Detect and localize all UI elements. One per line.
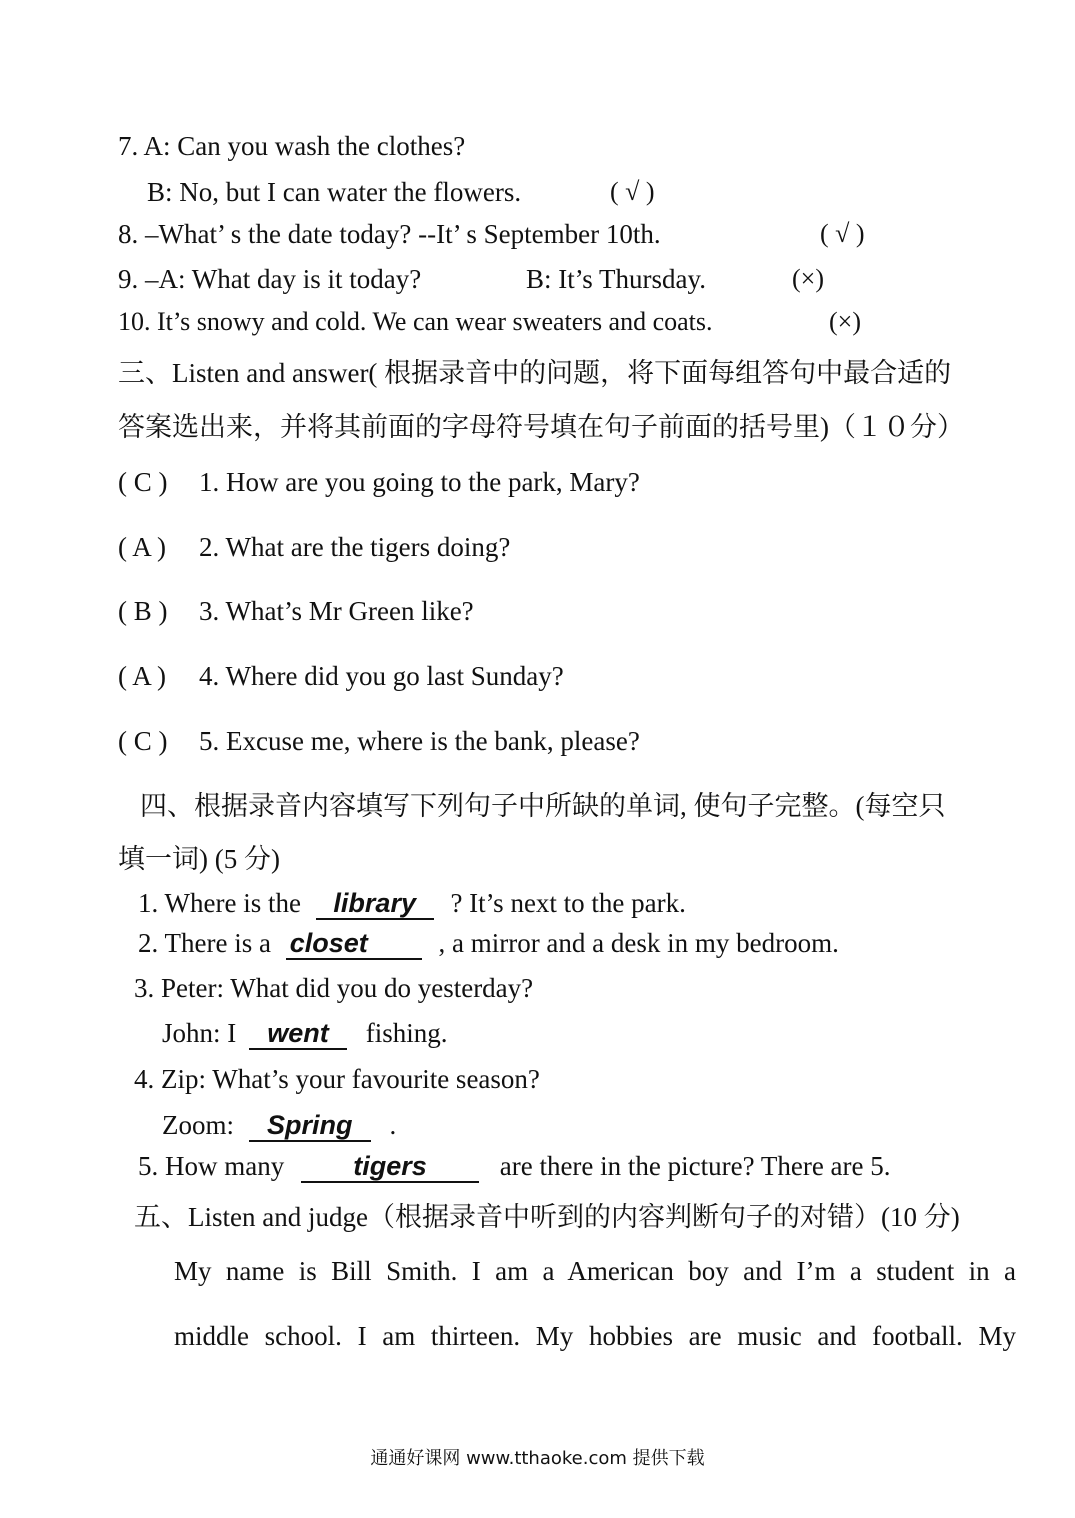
s4-q2-blank: closet (286, 928, 422, 960)
s4-q5-pre: 5. How many (138, 1151, 285, 1181)
q10-line: 10. It’s snowy and cold. We can wear sweaters and coats. (118, 307, 713, 336)
s4-q3-post: fishing. (365, 1018, 448, 1048)
q10-mark: (×) (829, 307, 861, 336)
s3-answer-3: ( B ) (118, 596, 168, 626)
s4-q2-post: , a mirror and a desk in my bedroom. (438, 928, 839, 958)
s4-q3-blank: went (249, 1018, 347, 1050)
s4-q4-pre: Zoom: (162, 1110, 234, 1140)
s4-q4-post: . (389, 1110, 397, 1140)
section5-heading: 五、Listen and judge（根据录音中听到的内容判断句子的对错）(10 分) (134, 1202, 960, 1232)
s3-question-5: 5. Excuse me, where is the bank, please? (199, 726, 640, 756)
s4-q4-line2 (162, 1108, 396, 1142)
q8-mark: ( √ ) (820, 219, 865, 248)
s4-q2 (138, 926, 839, 960)
s4-q3-line2 (162, 1016, 448, 1050)
s4-q1 (138, 886, 686, 920)
section3-heading-line1: 三、Listen and answer( 根据录音中的问题，将下面每组答句中最合适的 (118, 358, 952, 388)
s3-question-2: 2. What are the tigers doing? (199, 532, 511, 562)
s3-answer-2: ( A ) (118, 532, 167, 562)
s3-answer-4: ( A ) (118, 661, 167, 691)
s5-paragraph-line2: middle school. I am thirteen. My hobbies are music and football. My (174, 1321, 1016, 1351)
q7-line-b: B: No, but I can water the flowers. (147, 177, 522, 207)
s4-q1-blank: library (316, 888, 434, 920)
s3-question-1: 1. How are you going to the park, Mary? (199, 467, 640, 497)
s4-q3-line1: 3. Peter: What did you do yesterday? (134, 973, 534, 1003)
q9-line-a: 9. –A: What day is it today? (118, 264, 422, 294)
s4-q3-pre: John: I (162, 1018, 237, 1048)
s4-q5 (138, 1149, 891, 1183)
section3-heading-line2: 答案选出来，并将其前面的字母符号填在句子前面的括号里)（１０分） (118, 412, 964, 442)
s4-q2-pre: 2. There is a (138, 928, 271, 958)
section4-heading-line1: 四、根据录音内容填写下列句子中所缺的单词, 使句子完整。(每空只 (140, 791, 946, 821)
s3-question-4: 4. Where did you go last Sunday? (199, 661, 564, 691)
s4-q4-line1: 4. Zip: What’s your favourite season? (134, 1064, 540, 1094)
q8-line: 8. –What’ s the date today? --It’ s September 10th. (118, 219, 661, 249)
s4-q4-blank: Spring (249, 1110, 371, 1142)
s4-q5-post: are there in the picture? There are 5. (499, 1151, 891, 1181)
section4-heading-line2: 填一词) (5 分) (118, 844, 280, 874)
s3-question-3: 3. What’s Mr Green like? (199, 596, 474, 626)
q9-mark: (×) (792, 264, 824, 293)
s4-q1-pre: 1. Where is the (138, 888, 301, 918)
q7-line-a: 7. A: Can you wash the clothes? (118, 131, 466, 161)
s3-answer-1: ( C ) (118, 467, 168, 497)
q7-mark: ( √ ) (610, 177, 655, 206)
page-footer: 通通好课网 www.tthaoke.com 提供下载 (370, 1448, 705, 1469)
s5-paragraph-line1: My name is Bill Smith. I am a American boy and I’m a student in a (174, 1256, 1016, 1286)
q9-line-b: B: It’s Thursday. (526, 264, 706, 294)
s4-q5-blank: tigers (301, 1151, 479, 1183)
s3-answer-5: ( C ) (118, 726, 168, 756)
s4-q1-post: ? It’s next to the park. (450, 888, 686, 918)
